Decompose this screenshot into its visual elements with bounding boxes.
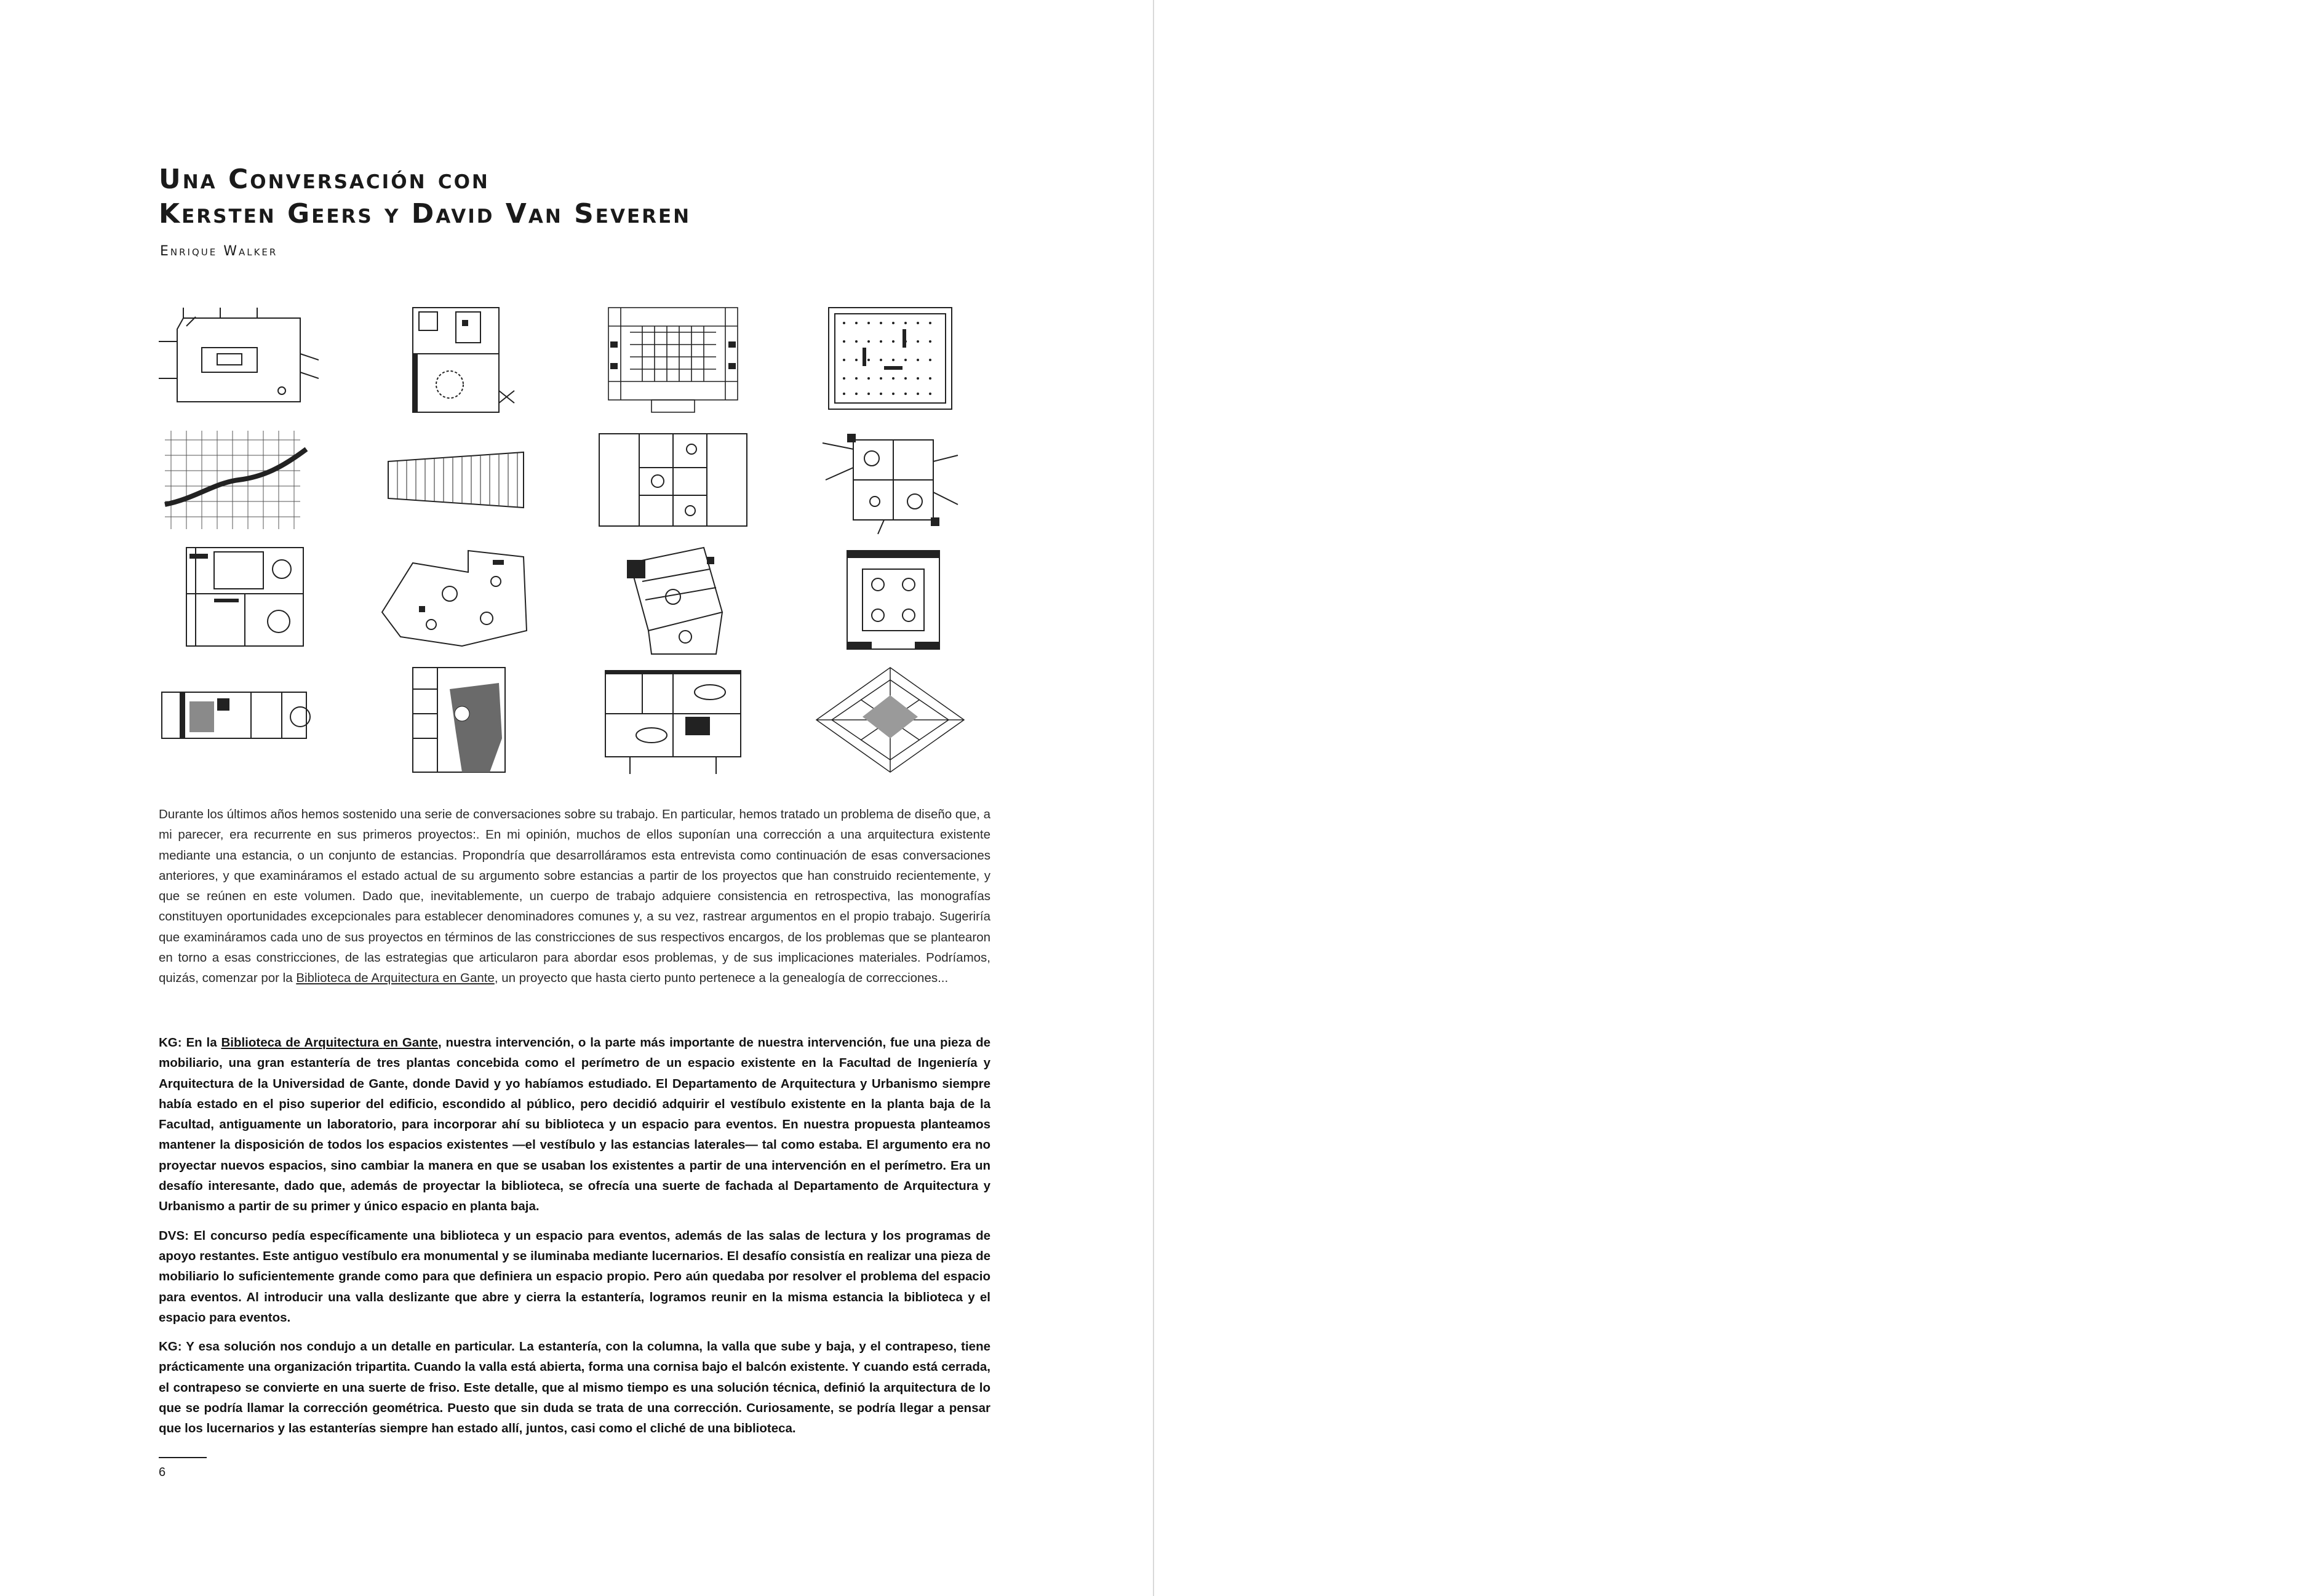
library-link[interactable]: Biblioteca de Arquitectura en Gante	[221, 1035, 438, 1050]
page-right-english	[1154, 0, 2307, 1596]
dvs-answer-1: DVS: El concurso pedía específicamente una biblioteca y un espacio para eventos, además de las salas de lectura y los programas de apoyo restantes. Este antiguo vestíbulo era monumental y se iluminaba mediante lucernarios. El desafío consistía en realizar una pieza de mobiliario lo suficientemente grande como para que definiera un espacio propio. Pero aún quedaba por resolver el problema del espacio para eventos. Al introducir una valla deslizante que abre y cierra la estantería, logramos reunir en la misma estancia la biblioteca y el espacio para eventos.	[159, 1228, 990, 1325]
floor-plan-drawing	[593, 664, 753, 775]
author-byline: Enrique Walker	[160, 244, 278, 259]
library-link[interactable]: Biblioteca de Arquitectura en Gante	[296, 971, 495, 986]
interview-text-spanish	[159, 1032, 990, 1448]
floor-plan-drawing	[810, 545, 970, 655]
intro-text-spanish	[159, 804, 990, 997]
plan-grid-left	[159, 305, 971, 772]
floor-plan-drawing	[376, 425, 536, 535]
floor-plan-drawing	[810, 305, 970, 415]
kg-answer-2: KG: Y esa solución nos condujo a un detalle en particular. La estantería, con la columna, la valla que sube y baja, y el contrapeso, tiene prácticamente una organización tripartita. Cuando la valla está abierta, forma una cornisa bajo el balcón existente. Y cuando está cerrada, el contrapeso se convierte en una suerte de friso. Este detalle, que al mismo tiempo es una solución técnica, definió la arquitectura de lo que se podría llamar la corrección geométrica. Puesto que sin duda se trata de una corrección. Curiosamente, se podría llegar a pensar que los lucernarios y las estanterías siempre han estado allí, juntos, casi como el cliché de una biblioteca.	[159, 1339, 990, 1436]
floor-plan-drawing	[810, 425, 970, 535]
floor-plan-drawing	[159, 305, 319, 415]
floor-plan-drawing	[593, 545, 753, 655]
floor-plan-drawing	[159, 664, 319, 775]
floor-plan-drawing	[159, 425, 319, 535]
floor-plan-drawing	[376, 305, 536, 415]
floor-plan-drawing	[376, 545, 536, 655]
floor-plan-drawing	[810, 664, 970, 775]
kg-answer-1: KG: En la Biblioteca de Arquitectura en Gante, nuestra intervención, o la parte más importante de nuestra intervención, fue una pieza de mobiliario, una gran estantería de tres plantas concebida como el perímetro de un espacio existente en la Facultad de Ingeniería y Arquitectura de la Universidad de Gante, donde David y yo habíamos estudiado. El Departamento de Arquitectura y Urbanismo siempre había estado en el piso superior del edificio, escondido al público, pero decidió adquirir el vestíbulo existente en la planta baja de la Facultad, antiguamente un laboratorio, para incorporar ahí su biblioteca y un espacio para eventos. En nuestra propuesta planteamos mantener la disposición de todos los espacios existentes —el vestíbulo y las estancias laterales— tal como estaba. El argumento era no proyectar nuevos espacios, sino cambiar la manera en que se usaban los existentes a partir de una intervención en el perímetro. Era un desafío interesante, dado que, además de proyectar la biblioteca, se ofrecía una suerte de fachada al Departamento de Arquitectura y Urbanismo a partir de su primer y único espacio en planta baja.	[159, 1035, 990, 1214]
page-title-spanish	[159, 162, 691, 231]
floor-plan-drawing	[159, 545, 319, 655]
title-line-2: Kersten Geers y David Van Severen	[159, 198, 691, 229]
page-left-spanish	[0, 0, 1153, 1596]
floor-plan-drawing	[376, 664, 536, 775]
title-line-1: Una Conversación con	[159, 164, 490, 195]
page-number: 6	[159, 1466, 166, 1479]
intro-paragraph: Durante los últimos años hemos sostenido una serie de conversaciones sobre su trabajo. En particular, hemos tratado un problema de diseño que, a mi parecer, era recurrente en sus primeros proyectos:. En mi opinión, muchos de ellos suponían una corrección a una arquitectura existente mediante una estancia, o un conjunto de estancias. Propondría que desarrolláramos esta entrevista como continuación de esas conversaciones anteriores, y que examináramos el estado actual de su argumento sobre estancias a partir de los proyectos que han construido recientemente, y que se reúnen en este volumen. Dado que, inevitablemente, un cuerpo de trabajo adquiere consistencia en retrospectiva, las monografías constituyen oportunidades excepcionales para establecer denominadores comunes y, a su vez, rastrear argumentos en el propio trabajo. Sugeriría que examináramos cada uno de sus proyectos en términos de las constricciones de sus respectivos encargos, de los problemas que se plantearon en torno a esas constricciones, de las estrategias que articularon para abordar esos problemas, y de sus implicaciones materiales. Podríamos, quizás, comenzar por la Biblioteca de Arquitectura en Gante, un proyecto que hasta cierto punto pertenece a la genealogía de correcciones...	[159, 807, 990, 986]
floor-plan-drawing	[593, 425, 753, 535]
floor-plan-drawing	[593, 305, 753, 415]
